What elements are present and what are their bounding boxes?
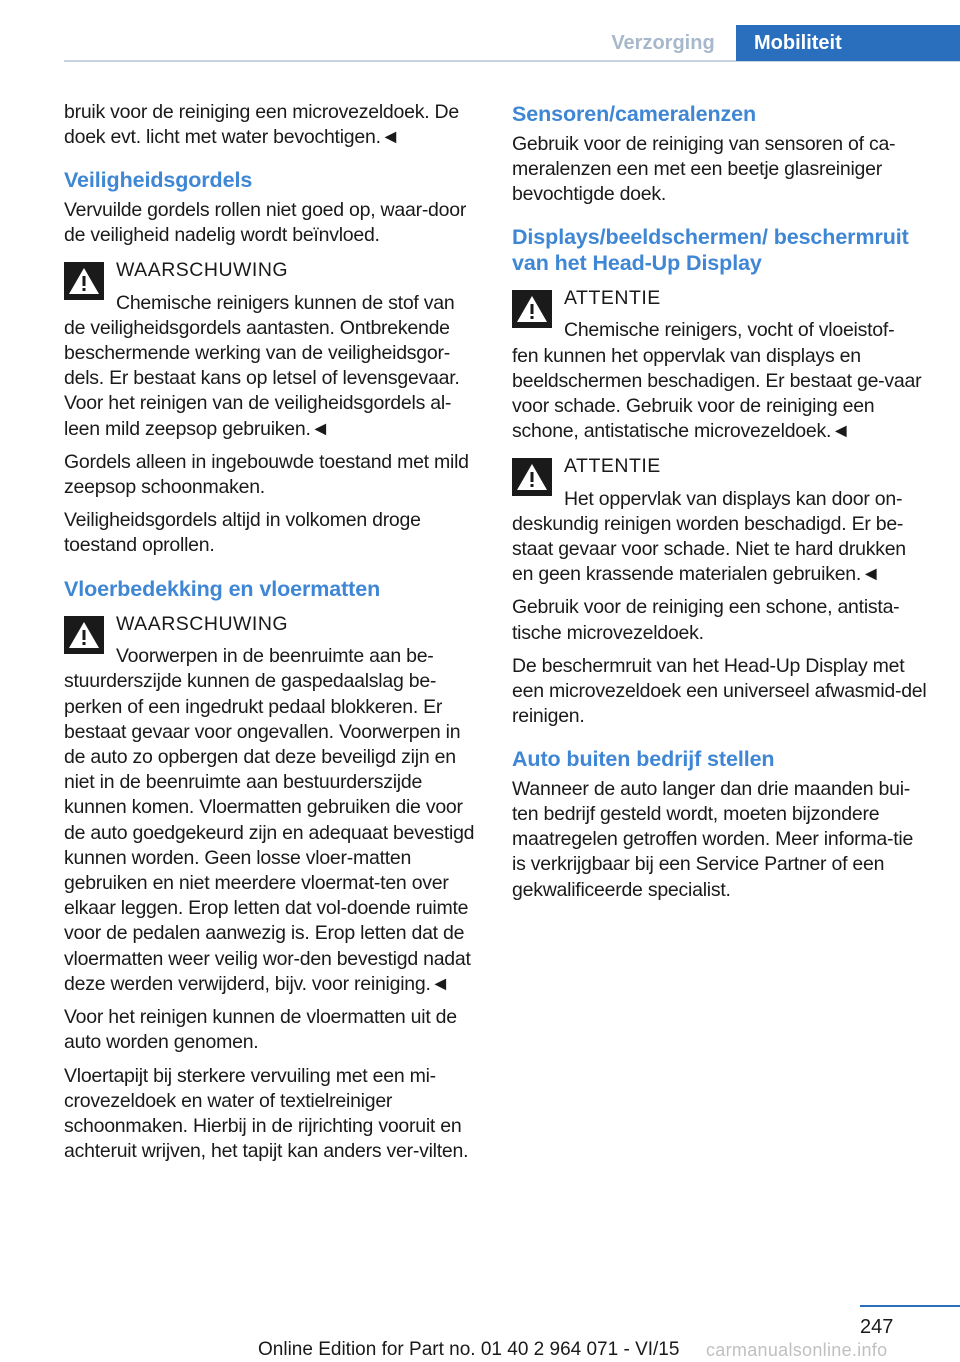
warning-label: WAARSCHUWING [116, 613, 289, 636]
warning-triangle-icon [64, 262, 104, 300]
footer-rule [860, 1305, 960, 1307]
sensors-paragraph: Gebruik voor de reiniging van sensoren of ca-meralenzen een met een beetje glasreiniger bevochtigde doek. [512, 132, 896, 205]
tab-verzorging[interactable]: Verzorging [611, 32, 715, 54]
displays-paragraph-2: De beschermruit van het Head-Up Display met een microvezeldoek een universeel afwasmid-del reinigen. [512, 654, 927, 728]
warning-triangle-icon [64, 616, 104, 654]
attention-block-1 [512, 286, 930, 444]
tab-mobiliteit[interactable]: Mobiliteit [736, 25, 960, 61]
section-heading-storage: Auto buiten bedrijf stellen [512, 747, 775, 772]
intro-paragraph: bruik voor de reiniging een microvezeldoek. De doek evt. licht met water bevochtigen.◄ [64, 101, 459, 149]
section-heading-mats: Vloerbedekking en vloermatten [64, 576, 381, 601]
mats-paragraph-1: Voor het reinigen kunnen de vloermatten uit de auto worden genomen. [64, 1006, 457, 1054]
page-number: 247 [860, 1316, 894, 1338]
attention-label: ATTENTIE [564, 455, 661, 478]
section-heading-belts: Veiligheidsgordels [64, 168, 253, 193]
right-column [512, 100, 930, 911]
warning-body: de veiligheidsgordels aantasten. Ontbrekende beschermende werking van de veiligheidsgor-dels. Er bestaat kans op letsel of levensgevaar. Voor het reinigen van de veiligheidsgordels al-leen mild zeepsop gebruiken.◄ [64, 316, 460, 440]
attention-first-line: Chemische reinigers, vocht of vloeistof- [564, 319, 895, 342]
warning-label: WAARSCHUWING [116, 259, 289, 282]
warning-body: stuurderszijde kunnen de gaspedaalslag be-perken of een ingedrukt pedaal blokkeren. Er bestaat gevaar voor ongevallen. Voorwerpen in de auto zo opbergen dat deze beveiligd zijn en niet in de beenruimte aan bestuurderszijde kunnen komen. Vloermatten gebruiken die voor de auto goedgekeurd zijn en adequaat bevestigd kunnen worden. Geen losse vloer-matten gebruiken en niet meerdere vloermat-ten over elkaar leggen. Erop letten dat vol-doende ruimte voor de pedalen aanwezig is. Erop letten dat de vloermatten weer veilig wor-den bevestigd nadat deze werden verwijderd, bijv. voor reiniging.◄ [64, 670, 475, 995]
belts-paragraph-3: Veiligheidsgordels altijd in volkomen droge toestand oprollen. [64, 509, 421, 557]
attention-body: fen kunnen het oppervlak van displays en beeldschermen beschadigen. Er bestaat ge-vaar voor schade. Gebruik voor de reiniging een schone, antistatische microvezeldoek.◄ [512, 344, 922, 443]
displays-paragraph-1: Gebruik voor de reiniging een schone, antista-tische microvezeldoek. [512, 596, 900, 644]
warning-block-mats [64, 612, 484, 997]
attention-label: ATTENTIE [564, 287, 661, 310]
left-column [64, 100, 484, 1172]
mats-paragraph-2: Vloertapijt bij sterkere vervuiling met een mi-crovezeldoek en water of textielreiniger schoonmaken. Hierbij in de rijrichting vooruit en achteruit wrijven, het tapijt kan anders ver-vilten. [64, 1064, 469, 1163]
storage-paragraph: Wanneer de auto langer dan drie maanden bui-ten bedrijf gesteld wordt, moeten bijzondere maatregelen getroffen worden. Meer informa-tie is verkrijgbaar bij een Service Partner of een gekwalificeerde specialist. [512, 777, 914, 901]
belts-paragraph-2: Gordels alleen in ingebouwde toestand met mild zeepsop schoonmaken. [64, 450, 469, 498]
edition-footer: Online Edition for Part no. 01 40 2 964 071 - VI/15 [258, 1339, 680, 1360]
attention-first-line: Het oppervlak van displays kan door on- [564, 487, 903, 510]
warning-first-line: Voorwerpen in de beenruimte aan be- [116, 645, 434, 668]
warning-first-line: Chemische reinigers kunnen de stof van [116, 291, 455, 314]
attention-body: deskundig reinigen worden beschadigd. Er be-staat gevaar voor schade. Niet te hard drukken en geen krassende materialen gebruiken.◄ [512, 512, 906, 586]
warning-triangle-icon [512, 290, 552, 328]
attention-block-2 [512, 454, 930, 587]
warning-block-belts [64, 258, 484, 441]
watermark: carmanualsonline.info [706, 1340, 888, 1360]
section-heading-sensors: Sensoren/cameralenzen [512, 102, 757, 126]
belts-paragraph: Vervuilde gordels rollen niet goed op, waar-door de veiligheid nadelig wordt beïnvloed. [64, 198, 467, 247]
warning-triangle-icon [512, 458, 552, 496]
section-heading-displays: Displays/beeldschermen/ beschermruit van het Head-Up Display [512, 225, 909, 275]
